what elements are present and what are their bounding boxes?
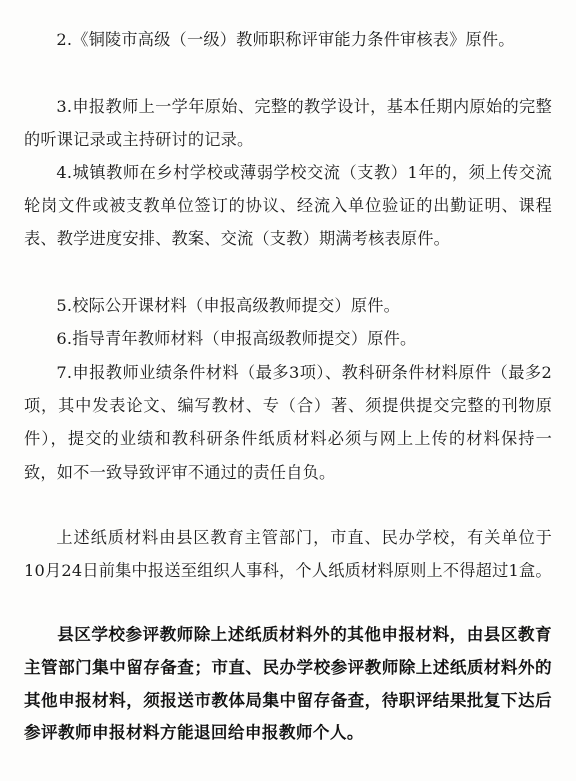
item-3-paragraph: 3.申报教师上一学年原始、完整的教学设计，基本任期内原始的完整的听课记录或主持研讨的记录。	[24, 97, 552, 150]
item-6-paragraph: 6.指导青年教师材料（申报高级教师提交）原件。	[56, 329, 417, 348]
item-4-paragraph: 4.城镇教师在乡村学校或薄弱学校交流（支教）1年的，须上传交流轮岗文件或被支教单位签订的协议、经流入单位验证的出勤证明、课程表、教学进度安排、教案、交流（支教）期满考核表原件。	[24, 163, 552, 249]
item-7-paragraph: 7.申报教师业绩条件材料（最多3项）、教科研条件材料原件（最多2项，其中发表论文、编写教材、专（合）著、须提供提交完整的刊物原件），提交的业绩和教科研条件纸质材料必须与网上上传的材料保持一致，如不一致导致评审不通过的责任自负。	[24, 363, 552, 482]
retention-note-paragraph: 县区学校参评教师除上述纸质材料外的其他申报材料，由县区教育主管部门集中留存备查；市直、民办学校参评教师除上述纸质材料外的其他申报材料，须报送市教体局集中留存备查，待职评结果批复下达后参评教师申报材料方能退回给申报教师个人。	[24, 624, 552, 743]
submission-note-paragraph: 上述纸质材料由县区教育主管部门，市直、民办学校，有关单位于10月24日前集中报送至组织人事科，个人纸质材料原则上不得超过1盒。	[24, 528, 552, 581]
item-5-paragraph: 5.校际公开课材料（申报高级教师提交）原件。	[56, 296, 400, 315]
item-2-paragraph: 2.《铜陵市高级（一级）教师职称评审能力条件审核表》原件。	[56, 30, 515, 49]
